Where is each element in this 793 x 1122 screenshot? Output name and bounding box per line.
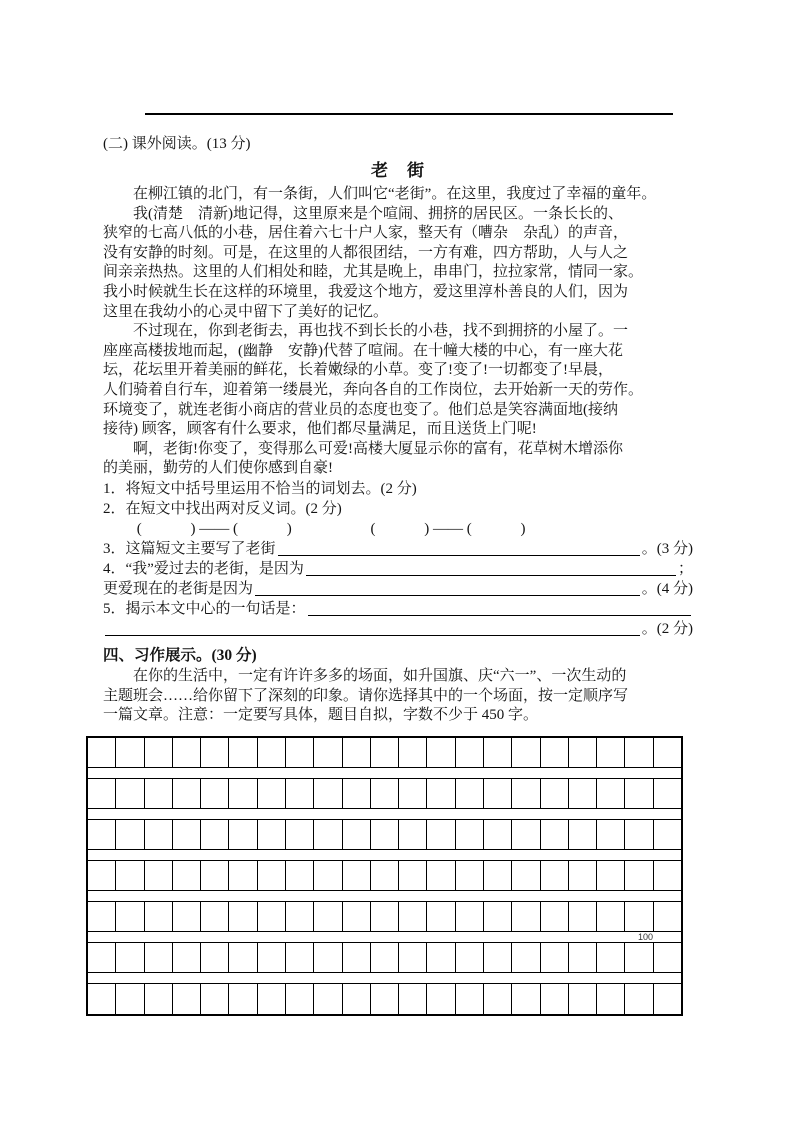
essay-grid-cell — [371, 738, 399, 767]
essay-grid-cell — [371, 820, 399, 849]
essay-grid-cell — [484, 820, 512, 849]
essay-grid-cell — [484, 984, 512, 1014]
essay-grid-cell — [399, 984, 427, 1014]
essay-grid-cell — [116, 984, 144, 1014]
passage-line: 坛，花坛里开着美丽的鲜花，长着嫩绿的小草。变了!变了!一切都变了!早晨， — [103, 362, 613, 379]
essay-grid-cell — [343, 943, 371, 972]
essay-grid-spacer — [88, 768, 681, 779]
essay-grid-cell — [343, 861, 371, 890]
essay-grid-cell — [541, 943, 569, 972]
essay-grid-cell — [512, 984, 540, 1014]
essay-grid-cell — [314, 984, 342, 1014]
answer-blank — [308, 599, 691, 616]
essay-grid-cell — [314, 861, 342, 890]
essay-grid-cell — [597, 943, 625, 972]
essay-grid-cell — [314, 943, 342, 972]
essay-grid-cell — [201, 779, 229, 808]
essay-grid-cell — [427, 902, 455, 931]
essay-grid-row — [88, 820, 681, 850]
passage-line: 在柳江镇的北门，有一条街，人们叫它“老街”。在这里，我度过了幸福的童年。 — [103, 186, 657, 202]
essay-grid-cell — [399, 779, 427, 808]
passage-line: 这里在我幼小的心灵中留下了美好的记忆。 — [103, 303, 389, 320]
essay-grid-cell — [456, 984, 484, 1014]
essay-grid-cell — [371, 861, 399, 890]
essay-prompt-line: 一篇文章。注意：一定要写具体，题目自拟，字数不少于 450 字。 — [103, 707, 539, 724]
essay-grid-row — [88, 902, 681, 932]
essay-grid-cell — [654, 984, 681, 1014]
top-divider-rule — [145, 113, 673, 115]
essay-grid-cell — [541, 738, 569, 767]
essay-grid-cell — [286, 861, 314, 890]
question-3 — [103, 539, 693, 559]
question-1 — [103, 479, 693, 499]
essay-grid-cell — [427, 820, 455, 849]
essay-grid-cell — [286, 738, 314, 767]
essay-grid-cell — [399, 902, 427, 931]
essay-grid-cell — [484, 943, 512, 972]
answer-blank — [306, 559, 676, 576]
essay-grid-cell — [314, 902, 342, 931]
question-1-text: 1．将短文中括号里运用不恰当的词划去。(2 分) — [103, 480, 417, 497]
essay-grid-cell — [427, 779, 455, 808]
essay-grid-cell — [314, 738, 342, 767]
essay-grid-cell — [258, 902, 286, 931]
essay-grid-cell — [145, 902, 173, 931]
essay-grid-cell — [541, 779, 569, 808]
question-2-bracket-line — [103, 519, 693, 539]
essay-grid-cell — [145, 779, 173, 808]
essay-grid-cell — [625, 984, 653, 1014]
essay-grid-cell — [116, 861, 144, 890]
essay-grid-cell — [456, 820, 484, 849]
essay-prompt-line: 在你的生活中，一定有许许多多的场面，如升国旗、庆“六一”、一次生动的 — [103, 667, 627, 684]
essay-grid-cell — [229, 902, 257, 931]
essay-grid-cell — [625, 902, 653, 931]
essay-grid-cell — [88, 902, 116, 931]
passage-line: 人们骑着自行车，迎着第一缕晨光，奔向各自的工作岗位，去开始新一天的劳作。 — [103, 381, 644, 398]
essay-grid-cell — [201, 820, 229, 849]
essay-grid-cell — [286, 820, 314, 849]
passage-line: 不过现在，你到老街去，再也找不到长长的小巷，找不到拥挤的小屋了。一 — [103, 323, 629, 340]
essay-grid-row — [88, 943, 681, 973]
essay-grid-cell — [399, 943, 427, 972]
passage-line: 的美丽，勤劳的人们使你感到自豪! — [103, 460, 333, 477]
essay-grid-cell — [597, 984, 625, 1014]
question-5-points: 。(2 分) — [641, 620, 693, 637]
essay-grid-cell — [512, 779, 540, 808]
essay-grid-cell — [427, 861, 455, 890]
question-5-text: 5．揭示本文中心的一句话是： — [103, 600, 306, 617]
essay-grid-cell — [88, 779, 116, 808]
essay-grid-cell — [569, 820, 597, 849]
essay-grid-cell — [512, 861, 540, 890]
essay-grid-cell — [597, 861, 625, 890]
question-4-text-continued: 更爱现在的老街是因为 — [103, 580, 254, 597]
essay-grid-row — [88, 984, 681, 1014]
essay-grid-cell — [258, 984, 286, 1014]
essay-grid-cell — [116, 902, 144, 931]
essay-grid-cell — [484, 861, 512, 890]
essay-grid-cell — [229, 779, 257, 808]
essay-grid-spacer — [88, 809, 681, 820]
essay-grid-cell — [484, 902, 512, 931]
passage-line: 我(清楚 清新)地记得，这里原来是个喧闹、拥挤的居民区。一条长长的、 — [103, 205, 623, 222]
essay-grid-cell — [399, 738, 427, 767]
passage-line: 环境变了，就连老街小商店的营业员的态度也变了。他们总是笑容满面地(接纳 — [103, 401, 618, 418]
section-four-header: 四、习作展示。(30 分) — [103, 646, 257, 664]
essay-grid-cell — [512, 943, 540, 972]
essay-grid-cell — [456, 779, 484, 808]
passage-line: 我小时候就生长在这样的环境里，我爱这个地方，爱这里淳朴善良的人们，因为 — [103, 283, 629, 300]
essay-grid-cell — [484, 779, 512, 808]
essay-grid-cell — [597, 820, 625, 849]
passage-line: 没有安静的时刻。可是，在这里的人都很团结，一方有难，四方帮助，人与人之 — [103, 244, 629, 261]
essay-grid-cell — [286, 779, 314, 808]
essay-grid-cell — [399, 861, 427, 890]
essay-grid-cell — [597, 738, 625, 767]
essay-grid-cell — [399, 820, 427, 849]
essay-grid-cell — [371, 943, 399, 972]
essay-grid-cell — [427, 738, 455, 767]
essay-grid-cell — [258, 820, 286, 849]
essay-grid-cell — [201, 902, 229, 931]
essay-grid-cell — [173, 984, 201, 1014]
question-4-separator: ； — [677, 560, 693, 577]
essay-grid-cell — [654, 779, 681, 808]
essay-grid-row — [88, 779, 681, 809]
essay-grid-cell — [569, 779, 597, 808]
section-two-header: (二) 课外阅读。(13 分) — [103, 136, 251, 152]
essay-grid-cell — [427, 984, 455, 1014]
essay-grid-cell — [456, 861, 484, 890]
question-4-points: 。(4 分) — [641, 580, 693, 597]
essay-grid-cell — [456, 902, 484, 931]
essay-grid-cell — [371, 984, 399, 1014]
essay-grid-cell — [116, 943, 144, 972]
essay-grid-cell — [625, 943, 653, 972]
essay-grid-cell — [116, 738, 144, 767]
essay-grid-cell — [145, 861, 173, 890]
essay-grid-row — [88, 738, 681, 768]
essay-grid-cell — [456, 943, 484, 972]
essay-grid-cell — [625, 738, 653, 767]
essay-grid-cell — [145, 984, 173, 1014]
essay-grid-cell — [145, 943, 173, 972]
essay-grid-spacer — [88, 973, 681, 984]
essay-grid-cell — [229, 861, 257, 890]
essay-grid-cell — [343, 984, 371, 1014]
question-5-line-2 — [103, 619, 693, 639]
essay-grid-row — [88, 861, 681, 891]
essay-grid-cell — [541, 861, 569, 890]
essay-grid-cell — [343, 902, 371, 931]
passage-body — [103, 185, 693, 479]
essay-grid-cell — [173, 861, 201, 890]
essay-grid-cell — [88, 738, 116, 767]
passage-line: 接待) 顾客，顾客有什么要求，他们都尽量满足，而且送货上门呢! — [103, 421, 537, 438]
question-3-text: 3．这篇短文主要写了老街 — [103, 540, 276, 557]
question-5-line-1 — [103, 599, 693, 619]
essay-grid-cell — [314, 779, 342, 808]
essay-grid-cell — [625, 779, 653, 808]
essay-grid-cell — [427, 943, 455, 972]
essay-prompt-line: 主题班会……给你留下了深刻的印象。请你选择其中的一个场面，按一定顺序写 — [103, 687, 629, 704]
essay-grid-cell — [541, 902, 569, 931]
essay-grid-cell — [286, 984, 314, 1014]
essay-grid-cell — [625, 861, 653, 890]
essay-prompt — [103, 667, 693, 726]
essay-grid-spacer — [88, 891, 681, 902]
essay-grid-cell — [569, 943, 597, 972]
essay-grid-cell — [569, 738, 597, 767]
essay-grid-cell — [512, 902, 540, 931]
essay-grid-cell — [201, 943, 229, 972]
essay-grid-cell — [456, 738, 484, 767]
essay-grid-cell — [258, 779, 286, 808]
essay-grid-cell — [286, 943, 314, 972]
answer-blank — [255, 579, 640, 596]
essay-grid-cell — [654, 943, 681, 972]
essay-grid-cell — [88, 984, 116, 1014]
essay-grid-cell — [229, 738, 257, 767]
essay-grid-cell — [597, 902, 625, 931]
passage-line: 狭窄的七高八低的小巷，居住着六七十户人家，整天有（嘈杂 杂乱）的声音， — [103, 225, 629, 242]
essay-grid-cell — [541, 820, 569, 849]
essay-grid-cell — [654, 738, 681, 767]
essay-grid-cell — [569, 861, 597, 890]
essay-grid-cell — [314, 820, 342, 849]
essay-grid-cell — [512, 738, 540, 767]
essay-grid-spacer — [88, 850, 681, 861]
essay-grid-cell — [173, 738, 201, 767]
essay-grid-cell — [258, 861, 286, 890]
essay-grid-cell — [88, 820, 116, 849]
essay-grid-cell — [654, 820, 681, 849]
essay-grid-cell — [116, 820, 144, 849]
word-count-marker: 100 — [638, 932, 654, 942]
essay-grid-cell — [201, 738, 229, 767]
question-4-line-2 — [103, 579, 693, 599]
essay-grid-cell — [88, 861, 116, 890]
essay-grid-cell — [343, 738, 371, 767]
question-2-brackets: ( ) —— ( ) ( ) —— ( ) — [103, 520, 526, 537]
question-2-text: 2．在短文中找出两对反义词。(2 分) — [103, 500, 342, 517]
page-content — [103, 131, 693, 726]
essay-grid-cell — [343, 779, 371, 808]
essay-grid-spacer — [88, 932, 681, 943]
essay-grid-cell — [625, 820, 653, 849]
essay-grid-cell — [145, 820, 173, 849]
essay-grid-cell — [569, 984, 597, 1014]
essay-grid-cell — [88, 943, 116, 972]
question-4-line-1 — [103, 559, 693, 579]
essay-grid-cell — [201, 861, 229, 890]
essay-grid-cell — [173, 902, 201, 931]
essay-grid-cell — [229, 820, 257, 849]
essay-grid-cell — [569, 902, 597, 931]
essay-grid-cell — [229, 943, 257, 972]
answer-blank — [278, 539, 640, 556]
essay-grid-cell — [371, 902, 399, 931]
essay-grid-cell — [116, 779, 144, 808]
essay-grid-cell — [145, 738, 173, 767]
question-3-points: 。(3 分) — [641, 540, 693, 557]
question-2 — [103, 499, 693, 519]
essay-grid-cell — [541, 984, 569, 1014]
essay-grid-cell — [258, 943, 286, 972]
essay-grid-cell — [484, 738, 512, 767]
essay-grid-cell — [173, 943, 201, 972]
essay-grid-cell — [343, 820, 371, 849]
essay-grid-cell — [512, 820, 540, 849]
essay-grid-cell — [229, 984, 257, 1014]
essay-grid-cell — [258, 738, 286, 767]
passage-line: 座座高楼拔地而起，(幽静 安静)代替了喧闹。在十幢大楼的中心，有一座大花 — [103, 342, 623, 359]
essay-grid-cell — [173, 779, 201, 808]
essay-grid-cell — [371, 779, 399, 808]
essay-grid — [86, 736, 683, 1016]
question-4-text: 4．“我”爱过去的老街，是因为 — [103, 560, 304, 577]
passage-line: 间亲亲热热。这里的人们相处和睦，尤其是晚上，串串门，拉拉家常，情同一家。 — [103, 264, 644, 281]
essay-grid-cell — [597, 779, 625, 808]
passage-title: 老 街 — [371, 161, 425, 180]
essay-grid-cell — [654, 861, 681, 890]
answer-blank — [105, 619, 640, 636]
essay-grid-cell — [201, 984, 229, 1014]
essay-grid-cell — [286, 902, 314, 931]
essay-grid-cell — [654, 902, 681, 931]
essay-grid-cell — [173, 820, 201, 849]
passage-line: 啊，老街!你变了，变得那么可爱!高楼大厦显示你的富有，花草树木增添你 — [103, 440, 623, 457]
